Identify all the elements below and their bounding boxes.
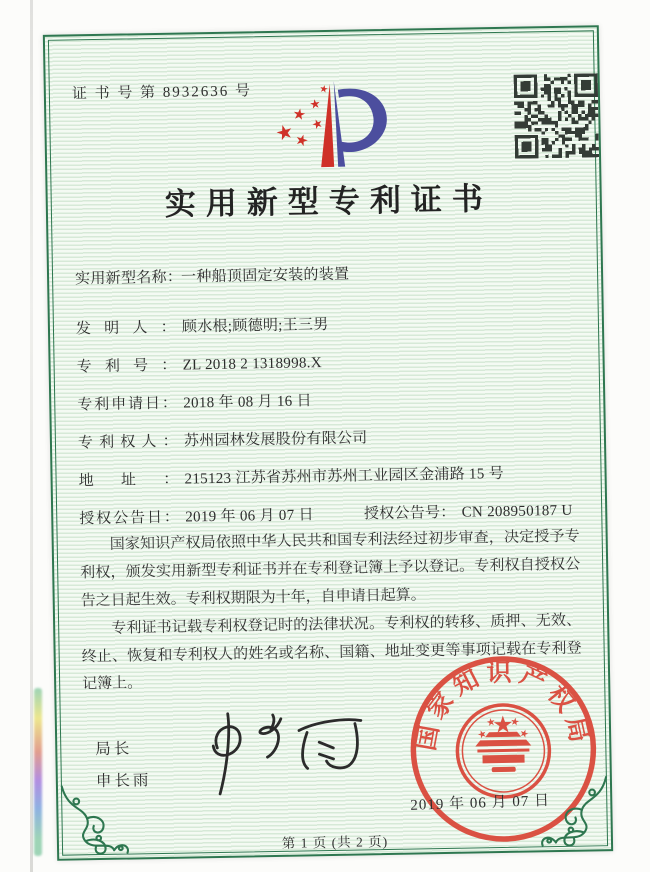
scan-binding-artifact	[34, 688, 42, 856]
field-label: 专利权人：	[77, 433, 179, 452]
field-value: 一种船顶固定安装的装置	[180, 266, 350, 286]
seal-text: 国家知识产权局	[413, 659, 594, 753]
seal-date: 2019 年 06 月 07 日	[410, 792, 551, 814]
cnipa-logo-icon	[268, 73, 400, 177]
field-label: 实用新型名称：	[74, 269, 183, 288]
field-value: ZL 2018 2 1318998.X	[182, 355, 323, 374]
corner-flourish-icon	[534, 773, 611, 850]
field-label: 专利号：	[76, 357, 177, 376]
officer-title: 局长	[95, 740, 133, 759]
logo-p-shape	[338, 88, 388, 152]
handwritten-signature-icon	[195, 703, 377, 811]
qr-code-icon	[514, 73, 599, 158]
field-row-patent-no	[76, 351, 322, 376]
field-value: 苏州园林发展股份有限公司	[183, 430, 368, 450]
certificate-title: 实用新型专利证书	[164, 181, 494, 222]
legal-paragraph-2: 专利证书记载专利权登记时的法律状况。专利权的转移、质押、无效、终止、恢复和专利权人的姓名或名称、国籍、地址变更等事项记载在专利登记簿上。	[81, 612, 582, 693]
field-row-patentee	[78, 426, 368, 452]
corner-flourish-icon	[58, 781, 135, 858]
page-number: 第 1 页 (共 2 页)	[281, 834, 389, 851]
scan-edge-artifact	[30, 0, 33, 872]
field-row-inventors	[76, 313, 329, 338]
field-label: 授权公告号：	[363, 504, 456, 523]
certificate-frame	[43, 25, 613, 861]
field-value: 顾水根;顾德明;王三男	[181, 316, 329, 336]
field-row-grant	[79, 499, 573, 529]
field-value: 2019 年 06 月 07 日	[185, 507, 314, 526]
field-value: 215123 江苏省苏州市苏州工业园区金浦路 15 号	[184, 465, 505, 488]
logo-spike-red	[320, 84, 334, 167]
field-row-filing-date	[77, 389, 312, 414]
officer-name: 申长雨	[95, 772, 152, 791]
certificate-number: 证 书 号 第 8932636 号	[71, 83, 253, 103]
field-row-address	[78, 462, 504, 490]
field-value: CN 208950187 U	[461, 502, 573, 521]
field-label: 地址：	[78, 471, 179, 490]
logo-stars	[274, 84, 329, 147]
field-row-name	[75, 263, 350, 289]
field-label: 专利申请日：	[77, 395, 178, 414]
field-label: 发明人：	[75, 319, 177, 338]
field-value: 2018 年 08 月 16 日	[183, 393, 312, 412]
legal-paragraph-1: 国家知识产权局依照中华人民共和国专利法经过初步审查，决定授予专利权，颁发实用新型专利证书并在专利登记簿上予以登记。专利权自授权公告之日起生效。专利权期限为十年，自申请日起算。	[80, 528, 581, 610]
field-label: 授权公告日：	[79, 509, 180, 528]
